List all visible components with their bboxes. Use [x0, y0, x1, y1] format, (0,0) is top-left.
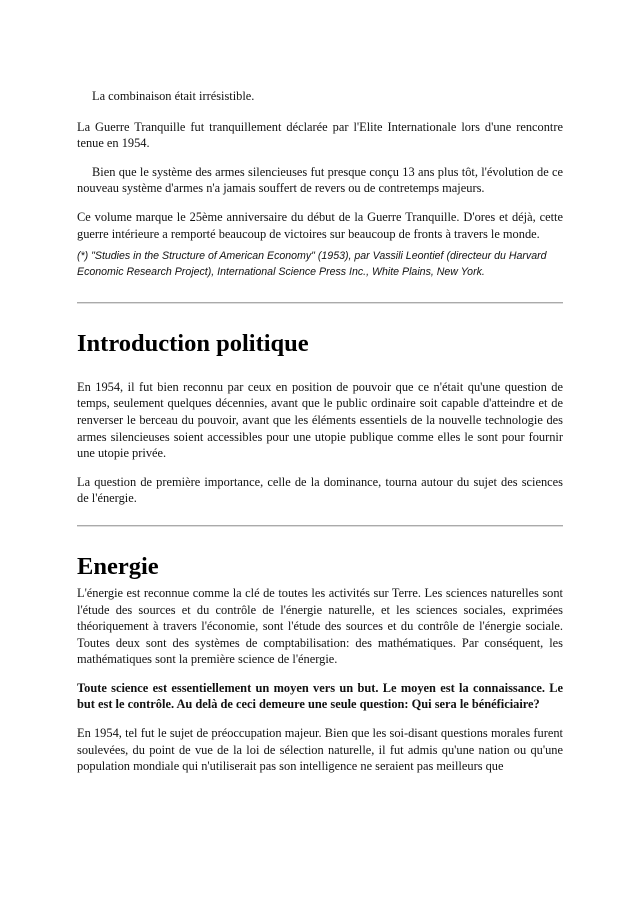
footnote: (*) "Studies in the Structure of American Economy" (1953), par Vassili Leontief (directeur du Harvard Economic Research Project), International Science Press Inc., White Plains, New York. [77, 250, 547, 278]
energie-paragraph-1: L'énergie est reconnue comme la clé de toutes les activités sur Terre. Les sciences naturelles sont l'étude des sources et du contrôle de l'énergie naturelle, et les sciences sociales, exprimées théoriquement à travers l'économie, sont l'étude des sources et du contrôle de l'énergie sociale. Toutes deux sont des systèmes de comptabilisation: des mathématiques. Par conséquent, les mathématiques sont la première science de l'énergie. [77, 585, 563, 667]
section-divider [77, 525, 563, 527]
politique-paragraph-2: La question de première importance, celle de la dominance, tourna autour du sujet des sciences de l'énergie. [77, 474, 563, 506]
document-page [77, 88, 563, 775]
intro-line-combinaison: La combinaison était irrésistible. [92, 89, 255, 103]
intro-paragraph-volume: Ce volume marque le 25ème anniversaire du début de la Guerre Tranquille. D'ores et déjà, cette guerre intérieure a remporté beaucoup de victoires sur beaucoup de fronts à travers le monde. [77, 209, 563, 241]
section-heading-politique: Introduction politique [77, 329, 309, 357]
intro-paragraph-armes: Bien que le système des armes silencieuses fut presque conçu 13 ans plus tôt, l'évolution de ce nouveau système d'armes n'a jamais souffert de revers ou de contretemps majeurs. [77, 164, 563, 196]
energie-paragraph-2: En 1954, tel fut le sujet de préoccupation majeur. Bien que les soi-disant questions morales furent soulevées, du point de vue de la loi de sélection naturelle, il fut admis qu'une nation ou qu'une population mondiale qui n'utiliserait pas son intelligence ne seraient pas meilleurs que [77, 726, 563, 774]
intro-paragraph-guerre: La Guerre Tranquille fut tranquillement déclarée par l'Elite Internationale lors d'une rencontre tenue en 1954. [77, 119, 563, 151]
energie-bold-paragraph: Toute science est essentiellement un moyen vers un but. Le moyen est la connaissance. Le but est le contrôle. Au delà de ceci demeure une seule question: Qui sera le bénéficiaire? [77, 680, 563, 712]
section-heading-energie: Energie [77, 552, 159, 580]
section-divider [77, 302, 563, 304]
politique-paragraph-1: En 1954, il fut bien reconnu par ceux en position de pouvoir que ce n'était qu'une question de temps, seulement quelques décennies, avant que le public ordinaire soit capable d'atteindre et de renverser le berceau du pouvoir, avant que les éléments essentiels de la nouvelle technologie des armes silencieuses soient accessibles pour une utopie publique comme elles le sont pour fournir une utopie privée. [77, 379, 563, 461]
